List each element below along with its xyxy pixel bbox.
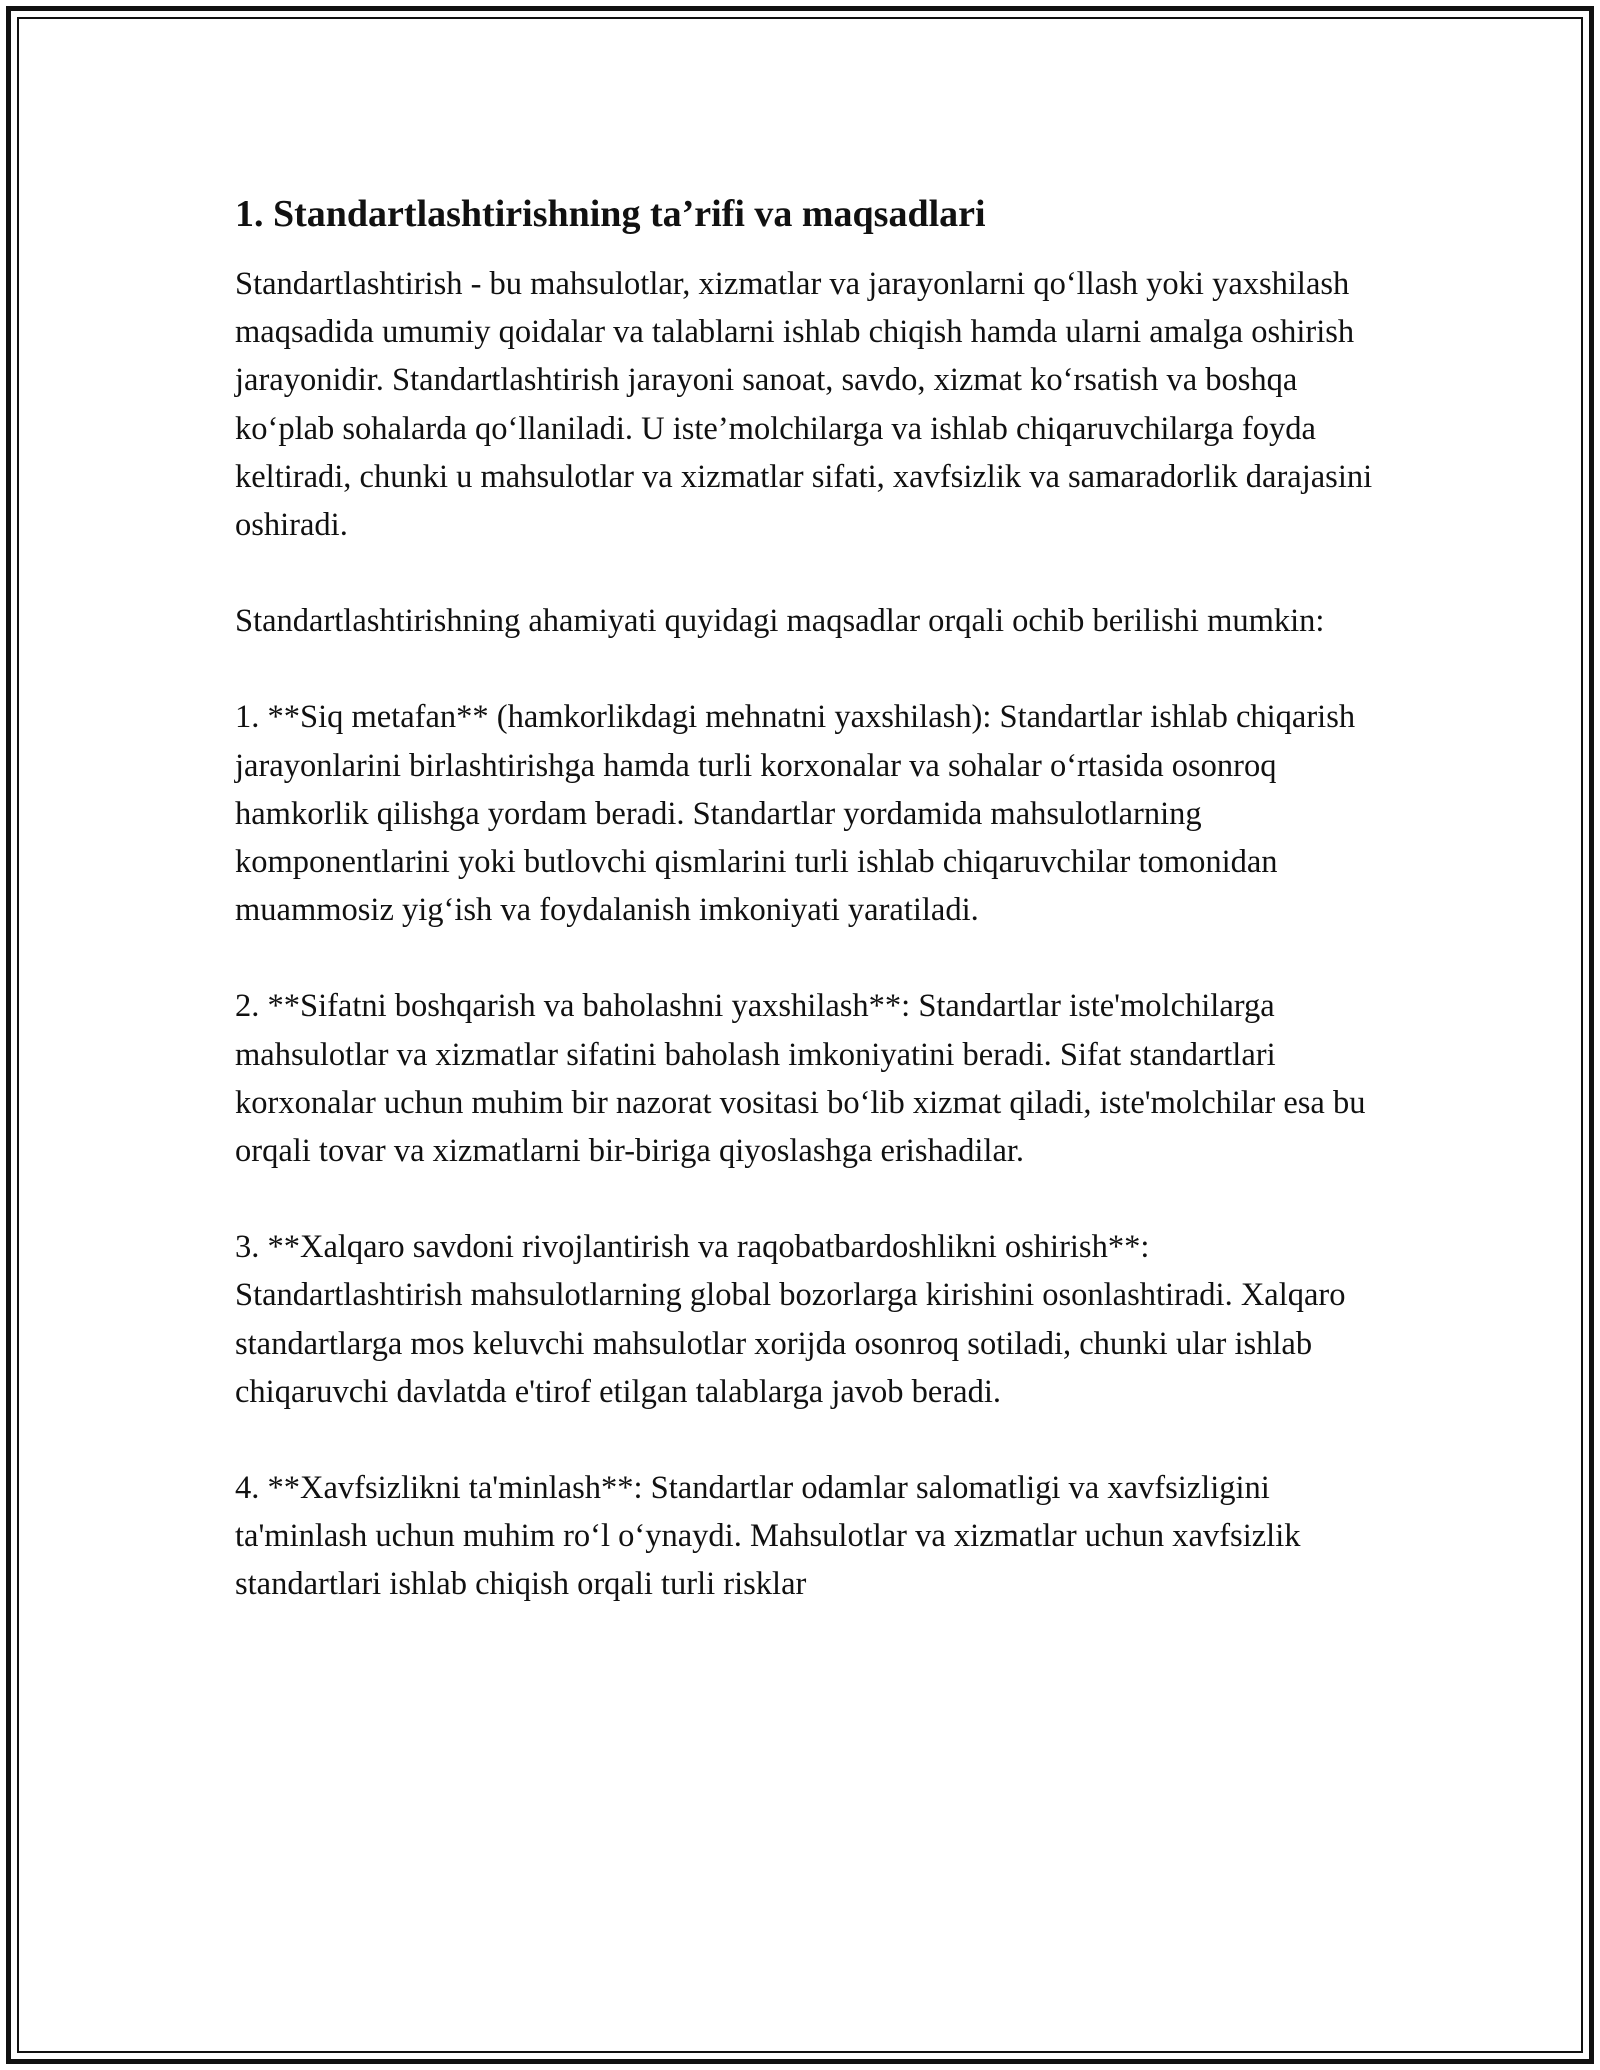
document-body bbox=[235, 186, 1375, 1657]
paragraph-goal-1: 1. **Siq metafan** (hamkorlikdagi mehnatni yaxshilash): Standartlar ishlab chiqarish jarayonlarini birlashtirishga hamda turli korxonalar va sohalar o‘rtasida osonroq hamkorlik qilishga yordam beradi. Standartlar yordamida mahsulotlarning komponentlarini yoki butlovchi qismlarini turli ishlab chiqaruvchilar tomonidan muammosiz yig‘ish va foydalanish imkoniyati yaratiladi. bbox=[235, 699, 1356, 929]
paragraph-goal-3: 3. **Xalqaro savdoni rivojlantirish va raqobatbardoshlikni oshirish**: Standartlashtirish mahsulotlarning global bozorlarga kirishini osonlashtiradi. Xalqaro standartlarga mos keluvchi mahsulotlar xorijda osonroq sotiladi, chunki ular ishlab chiqaruvchi davlatda e'tirof etilgan talablarga javob beradi. bbox=[235, 1229, 1346, 1410]
paragraph-definition: Standartlashtirish - bu mahsulotlar, xizmatlar va jarayonlarni qo‘llash yoki yaxshilash maqsadida umumiy qoidalar va talablarni ishlab chiqish hamda ularni amalga oshirish jarayonidir. Standartlashtirish jarayoni sanoat, savdo, xizmat ko‘rsatish va boshqa ko‘plab sohalarda qo‘llaniladi. U iste’molchilarga va ishlab chiqaruvchilarga foyda keltiradi, chunki u mahsulotlar va xizmatlar sifati, xavfsizlik va samaradorlik darajasini oshiradi. bbox=[235, 266, 1373, 544]
section-heading: 1. Standartlashtirishning ta’rifi va maqsadlari bbox=[235, 193, 986, 235]
paragraph-intro-goals: Standartlashtirishning ahamiyati quyidagi maqsadlar orqali ochib berilishi mumkin: bbox=[235, 603, 1325, 640]
paragraph-goal-2: 2. **Sifatni boshqarish va baholashni yaxshilash**: Standartlar iste'molchilarga mahsulotlar va xizmatlar sifatini baholash imkoniyatini beradi. Sifat standartlari korxonalar uchun muhim bir nazorat vositasi bo‘lib xizmat qiladi, iste'molchilar esa bu orqali tovar va xizmatlarni bir-biriga qiyoslashga erishadilar. bbox=[235, 988, 1366, 1170]
paragraph-goal-4: 4. **Xavfsizlikni ta'minlash**: Standartlar odamlar salomatligi va xavfsizligini ta'minlash uchun muhim ro‘l o‘ynaydi. Mahsulotlar va xizmatlar uchun xavfsizlik standartlari ishlab chiqish orqali turli risklar bbox=[235, 1470, 1301, 1603]
